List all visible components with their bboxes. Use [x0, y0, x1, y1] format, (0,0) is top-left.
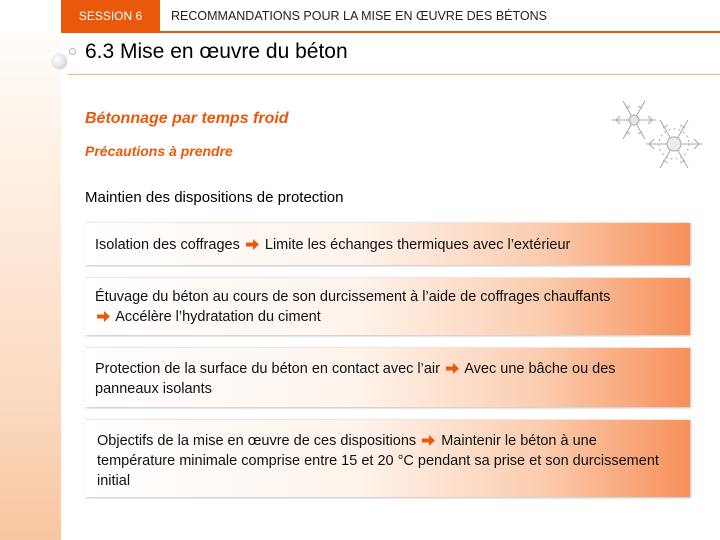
box-left-text: Isolation des coffrages	[95, 237, 240, 253]
title-bullet-icon	[52, 54, 67, 69]
box-right-text: Avec une bâche ou des panneaux isolants	[95, 361, 616, 397]
left-gradient-band	[0, 0, 61, 540]
title-bullet-small-icon	[69, 48, 76, 55]
right-arrow-icon	[422, 435, 435, 446]
box-right-text: Accélère l’hydratation du ciment	[115, 309, 321, 325]
info-box	[85, 347, 690, 407]
subheading: Précautions à prendre	[85, 143, 233, 159]
info-box	[85, 222, 690, 265]
box-right-text: Limite les échanges thermiques avec l’extérieur	[264, 237, 571, 253]
box-right-text: Maintenir le béton à une température minimale comprise entre 15 et 20 °C pendant sa prise et son durcissement initial	[97, 433, 659, 489]
snowflake-icon	[598, 92, 710, 180]
section-title: 6.3 Mise en œuvre du béton	[85, 40, 348, 63]
main-heading: Bétonnage par temps froid	[85, 110, 289, 127]
box-left-text: Étuvage du béton au cours de son durcissement à l’aide de coffrages chauffants	[95, 289, 611, 305]
right-arrow-icon	[97, 311, 110, 322]
session-tab	[61, 0, 160, 32]
title-divider	[68, 74, 720, 75]
info-box	[85, 277, 690, 335]
intro-text: Maintien des dispositions de protection	[85, 189, 344, 206]
box-left-text: Protection de la surface du béton en contact avec l’air	[95, 361, 440, 377]
right-arrow-icon	[246, 239, 259, 250]
right-arrow-icon	[446, 363, 459, 374]
header-bar	[0, 0, 720, 32]
info-box	[85, 419, 690, 497]
header-title: RECOMMANDATIONS POUR LA MISE EN ŒUVRE DES BÉTONS	[171, 9, 547, 23]
header-rule	[61, 31, 720, 33]
box-left-text: Objectifs de la mise en œuvre de ces dispositions	[97, 433, 417, 449]
session-label: SESSION 6	[78, 9, 143, 23]
